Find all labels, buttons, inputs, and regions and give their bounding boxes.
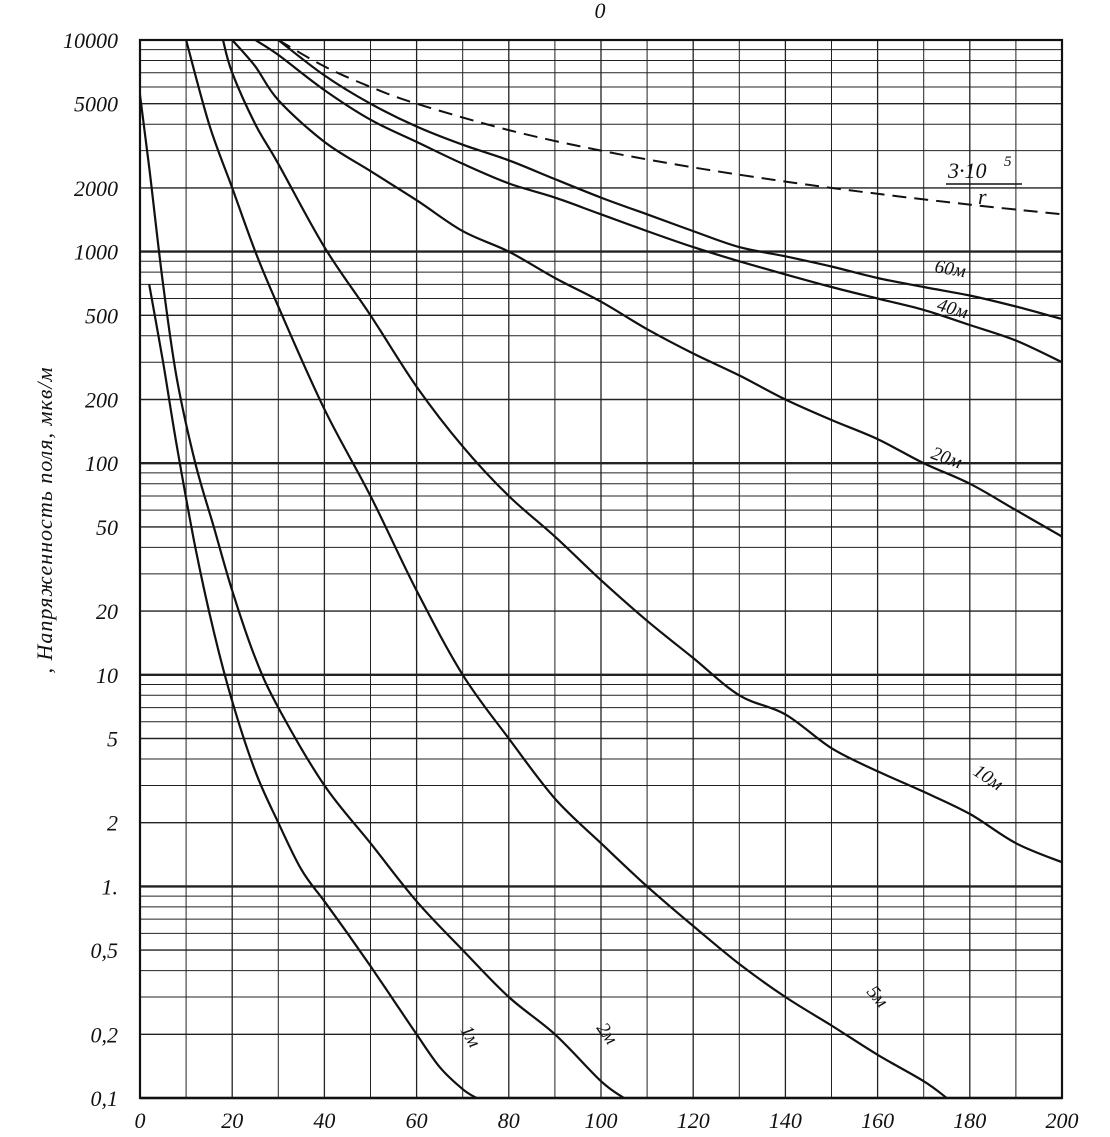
curve-label-40m: 40м bbox=[934, 294, 971, 324]
y-axis-label: , Напряженность поля, мкв/м bbox=[32, 366, 57, 674]
curve-label-5m: 5м bbox=[862, 981, 893, 1012]
top-label: 0 bbox=[594, 0, 606, 23]
x-tick-label: 120 bbox=[676, 1108, 710, 1133]
y-tick-label: 0,2 bbox=[90, 1022, 118, 1048]
annotation-numerator: 3·10 bbox=[948, 158, 987, 183]
x-tick-label: 100 bbox=[584, 1108, 618, 1133]
y-tick-label: 50 bbox=[96, 514, 118, 540]
y-tick-label: 10000 bbox=[63, 28, 118, 53]
x-tick-label: 140 bbox=[768, 1108, 802, 1133]
curve-label-20m: 20м bbox=[928, 442, 965, 474]
curve-label-60m: 60м bbox=[933, 256, 968, 283]
y-tick-label: 20 bbox=[96, 599, 118, 625]
x-tick-label: 60 bbox=[405, 1108, 428, 1133]
y-tick-label: 0,5 bbox=[90, 938, 118, 964]
annotation-denominator: r bbox=[978, 184, 987, 209]
annotation-exponent: 5 bbox=[1004, 154, 1012, 170]
x-tick-label: 20 bbox=[221, 1108, 244, 1133]
x-tick-label: 80 bbox=[497, 1108, 520, 1133]
x-tick-label: 180 bbox=[953, 1108, 987, 1133]
y-tick-label: 5 bbox=[107, 726, 118, 752]
curve-label-2m: 2м bbox=[591, 1018, 622, 1049]
x-tick-label: 160 bbox=[861, 1108, 895, 1133]
y-tick-label: 0,1 bbox=[90, 1086, 118, 1111]
y-tick-label: 5000 bbox=[74, 91, 118, 117]
y-tick-label: 1. bbox=[101, 874, 118, 900]
y-tick-label: 2 bbox=[107, 810, 118, 836]
y-tick-label: 200 bbox=[85, 387, 118, 413]
curve-label-10m: 10м bbox=[969, 760, 1007, 796]
y-tick-label: 100 bbox=[85, 451, 118, 477]
curve-label-1m: 1м bbox=[455, 1022, 485, 1052]
y-tick-label: 500 bbox=[85, 303, 118, 329]
x-tick-label: 40 bbox=[313, 1108, 336, 1133]
y-tick-label: 2000 bbox=[74, 175, 118, 201]
x-tick-label: 200 bbox=[1045, 1108, 1079, 1133]
y-tick-label: 10 bbox=[96, 662, 118, 688]
x-tick-label: 0 bbox=[134, 1108, 146, 1133]
y-tick-label: 1000 bbox=[74, 239, 118, 265]
